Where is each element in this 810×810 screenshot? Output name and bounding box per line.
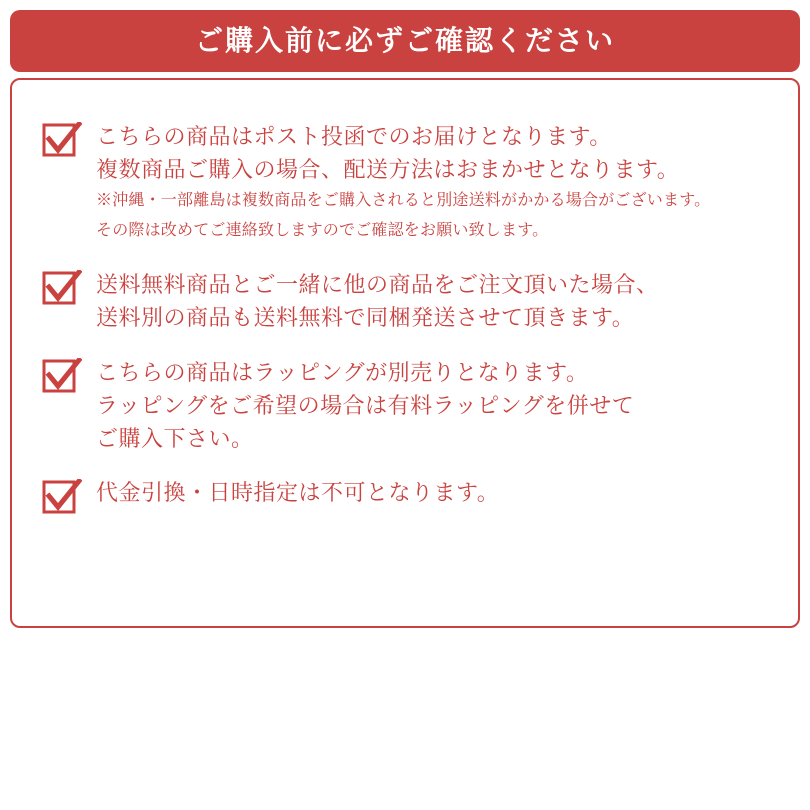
notice-line: こちらの商品はポスト投函でのお届けとなります。 — [96, 124, 612, 149]
notice-line: ラッピングをご希望の場合は有料ラッピングを併せて — [96, 393, 635, 418]
notice-line: ※沖縄・一部離島は複数商品をご購入されると別途送料がかかる場合がございます。 — [96, 192, 711, 209]
notice-line: ご購入下さい。 — [96, 426, 254, 451]
list-item-text — [96, 477, 772, 509]
list-item — [42, 356, 772, 455]
header-banner — [10, 10, 800, 72]
notice-line: 送料別の商品も送料無料で同梱発送させて頂きます。 — [96, 305, 635, 330]
list-item — [42, 268, 772, 334]
list-item — [42, 477, 772, 517]
notice-card — [10, 78, 800, 628]
notice-list — [42, 120, 772, 539]
checkmark-icon — [42, 479, 82, 517]
notice-line: 代金引換・日時指定は不可となります。 — [96, 480, 500, 505]
list-item-text — [96, 356, 772, 455]
checkmark-icon — [42, 122, 82, 160]
notice-line: 複数商品ご購入の場合、配送方法はおまかせとなります。 — [96, 157, 680, 182]
notice-line: その際は改めてご連絡致しますのでご確認をお願い致します。 — [96, 222, 549, 239]
page-title: ご購入前に必ずご確認ください — [194, 25, 615, 56]
checkmark-icon — [42, 270, 82, 308]
checkmark-icon — [42, 358, 82, 396]
list-item-text — [96, 120, 772, 246]
notice-line: 送料無料商品とご一緒に他の商品をご注文頂いた場合、 — [96, 272, 659, 297]
notice-line: こちらの商品はラッピングが別売りとなります。 — [96, 360, 589, 385]
list-item-text — [96, 268, 772, 334]
list-item — [42, 120, 772, 246]
